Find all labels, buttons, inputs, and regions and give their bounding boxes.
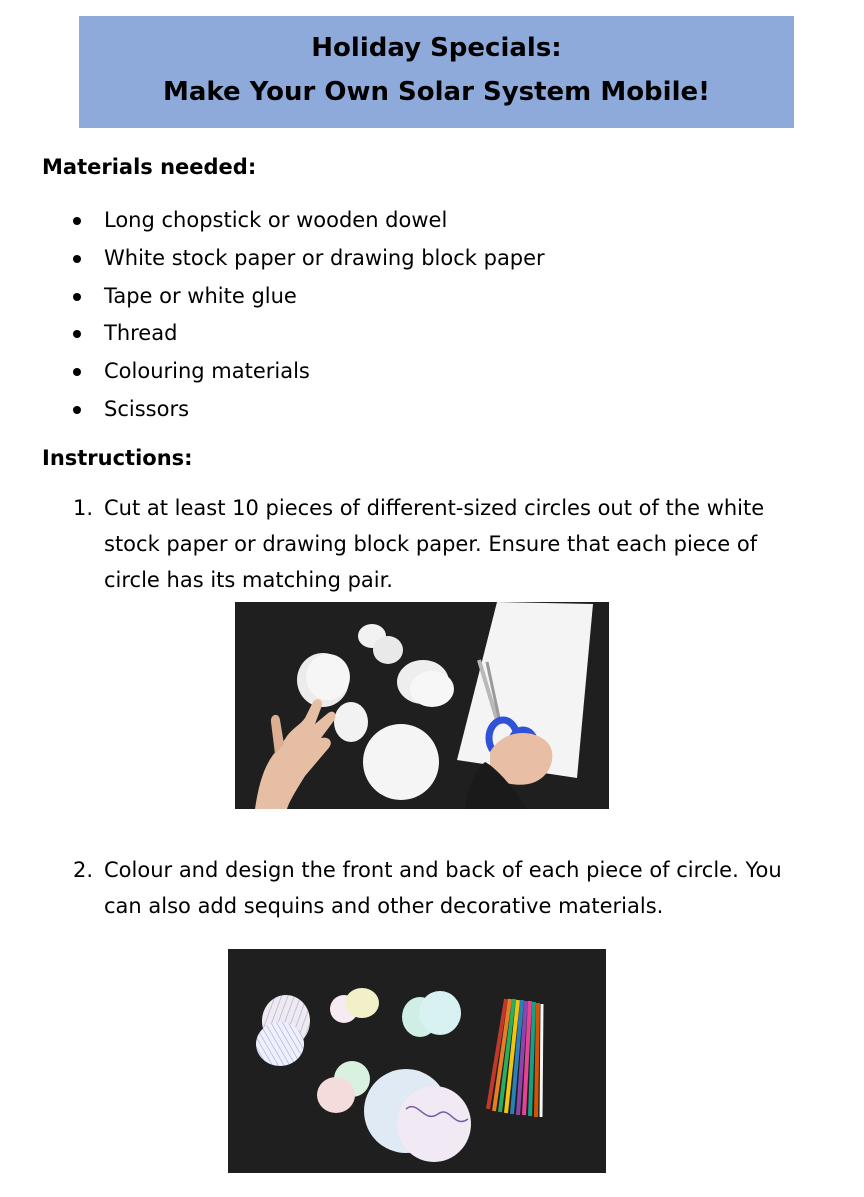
list-item [0,315,545,353]
bullet-icon [73,293,81,301]
instructions-heading: Instructions: [42,446,193,470]
title-banner [79,16,794,128]
photo-decorated-circles [228,949,606,1173]
bullet-icon [73,330,81,338]
list-item [0,278,545,316]
bullet-icon [73,368,81,376]
list-item [0,240,545,278]
bullet-icon [73,255,81,263]
materials-heading: Materials needed: [42,155,257,179]
step-number: 1. [73,496,94,520]
bullet-icon [73,406,81,414]
material-label: Thread [104,321,178,346]
material-label: White stock paper or drawing block paper [104,245,545,270]
materials-list [0,202,545,429]
material-label: Scissors [104,396,190,421]
step-text: Colour and design the front and back of each piece of circle. You can also add sequins and other decorative materials. [104,858,782,918]
material-label: Colouring materials [104,359,310,384]
bullet-icon [73,217,81,225]
list-item [0,391,545,429]
title-line-1: Holiday Specials: [311,33,562,63]
title-line-2: Make Your Own Solar System Mobile! [162,77,710,107]
list-item [0,202,545,240]
step-text: Cut at least 10 pieces of different-sized circles out of the white stock paper or drawing block paper. Ensure that each piece of circle has its matching pair. [104,496,765,592]
material-label: Tape or white glue [104,283,297,308]
list-item [0,353,545,391]
material-label: Long chopstick or wooden dowel [104,208,448,232]
photo-cutting-circles [235,602,609,809]
step-number: 2. [73,858,94,882]
